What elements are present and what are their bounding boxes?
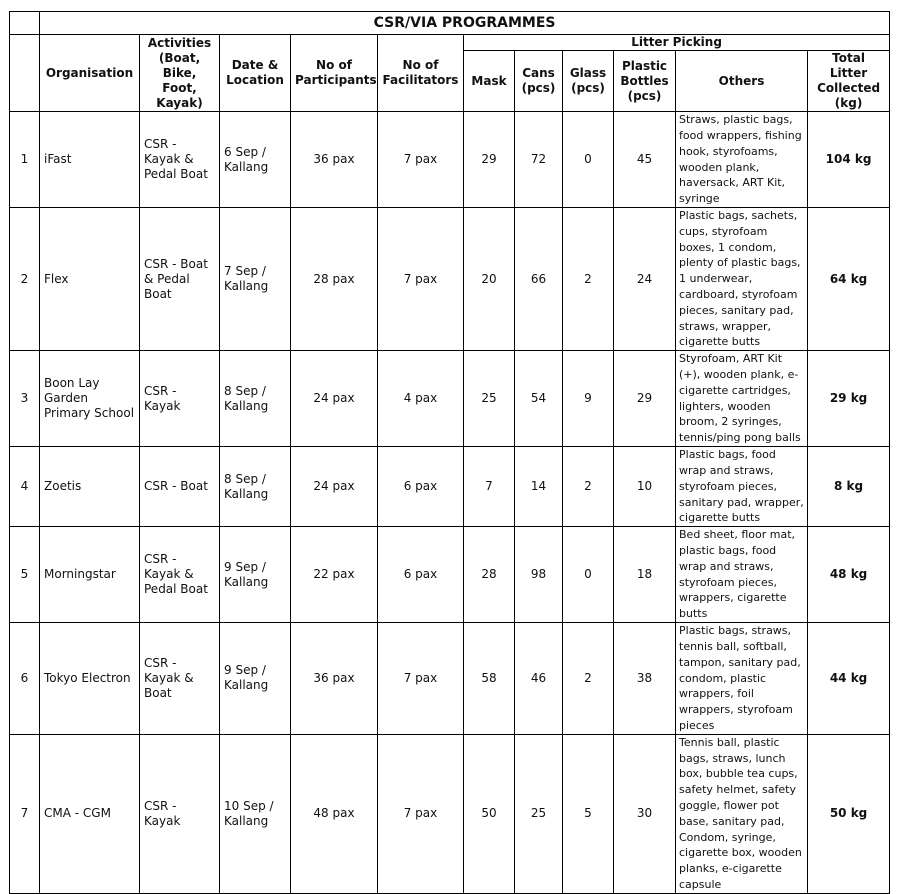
header-others: Others	[676, 51, 808, 112]
organisation-cell: Flex	[40, 208, 140, 351]
participants-cell: 24 pax	[291, 351, 378, 447]
csr-programmes-table	[9, 11, 890, 894]
glass-cell: 5	[563, 734, 614, 893]
others-cell: Plastic bags, straws, tennis ball, softball, tampon, sanitary pad, condom, plastic wrappers, foil wrappers, styrofoam pieces	[676, 623, 808, 735]
cans-cell: 54	[515, 351, 563, 447]
glass-cell: 0	[563, 112, 614, 208]
activities-cell: CSR - Boat & Pedal Boat	[140, 208, 220, 351]
table-row	[10, 351, 890, 447]
header-date-location: Date & Location	[220, 35, 291, 112]
total-litter-cell: 44 kg	[808, 623, 890, 735]
glass-cell: 9	[563, 351, 614, 447]
plastic-bottles-cell: 30	[614, 734, 676, 893]
plastic-bottles-cell: 45	[614, 112, 676, 208]
row-number: 5	[10, 527, 40, 623]
cans-cell: 66	[515, 208, 563, 351]
row-number: 4	[10, 447, 40, 527]
others-cell: Straws, plastic bags, food wrappers, fishing hook, styrofoams, wooden plank, haversack, ART Kit, syringe	[676, 112, 808, 208]
header-total-litter: Total Litter Collected (kg)	[808, 51, 890, 112]
participants-cell: 24 pax	[291, 447, 378, 527]
table-row	[10, 447, 890, 527]
row-number: 3	[10, 351, 40, 447]
total-litter-cell: 48 kg	[808, 527, 890, 623]
facilitators-cell: 7 pax	[378, 734, 464, 893]
participants-cell: 28 pax	[291, 208, 378, 351]
organisation-cell: iFast	[40, 112, 140, 208]
mask-cell: 58	[464, 623, 515, 735]
header-mask: Mask	[464, 51, 515, 112]
table-row	[10, 112, 890, 208]
table-row	[10, 527, 890, 623]
others-cell: Tennis ball, plastic bags, straws, lunch box, bubble tea cups, safety helmet, safety goggle, flower pot base, sanitary pad, Condom, syringe, cigarette box, wooden planks, e-cigarette capsule	[676, 734, 808, 893]
row-number: 2	[10, 208, 40, 351]
organisation-cell: Morningstar	[40, 527, 140, 623]
plastic-bottles-cell: 29	[614, 351, 676, 447]
facilitators-cell: 6 pax	[378, 527, 464, 623]
mask-cell: 25	[464, 351, 515, 447]
participants-cell: 36 pax	[291, 623, 378, 735]
table-row	[10, 623, 890, 735]
activities-cell: CSR - Kayak & Pedal Boat	[140, 112, 220, 208]
header-activities: Activities (Boat, Bike, Foot, Kayak)	[140, 35, 220, 112]
date-location-cell: 9 Sep / Kallang	[220, 623, 291, 735]
participants-cell: 22 pax	[291, 527, 378, 623]
plastic-bottles-cell: 10	[614, 447, 676, 527]
mask-cell: 50	[464, 734, 515, 893]
activities-cell: CSR - Kayak	[140, 351, 220, 447]
mask-cell: 28	[464, 527, 515, 623]
header-cans: Cans (pcs)	[515, 51, 563, 112]
header-plastic-bottles: Plastic Bottles (pcs)	[614, 51, 676, 112]
participants-cell: 36 pax	[291, 112, 378, 208]
activities-cell: CSR - Kayak	[140, 734, 220, 893]
facilitators-cell: 4 pax	[378, 351, 464, 447]
row-number: 6	[10, 623, 40, 735]
date-location-cell: 6 Sep / Kallang	[220, 112, 291, 208]
activities-cell: CSR - Kayak & Pedal Boat	[140, 527, 220, 623]
row-number: 7	[10, 734, 40, 893]
others-cell: Bed sheet, floor mat, plastic bags, food wrap and straws, styrofoam pieces, wrappers, cigarette butts	[676, 527, 808, 623]
facilitators-cell: 7 pax	[378, 623, 464, 735]
glass-cell: 2	[563, 208, 614, 351]
glass-cell: 2	[563, 623, 614, 735]
cans-cell: 25	[515, 734, 563, 893]
corner-cell	[10, 12, 40, 35]
row-number: 1	[10, 112, 40, 208]
date-location-cell: 9 Sep / Kallang	[220, 527, 291, 623]
header-participants: No of Participants	[291, 35, 378, 112]
glass-cell: 2	[563, 447, 614, 527]
table-row	[10, 208, 890, 351]
participants-cell: 48 pax	[291, 734, 378, 893]
total-litter-cell: 64 kg	[808, 208, 890, 351]
others-cell: Styrofoam, ART Kit (+), wooden plank, e-cigarette cartridges, lighters, wooden broom, 2 syringes, tennis/ping pong balls	[676, 351, 808, 447]
total-litter-cell: 29 kg	[808, 351, 890, 447]
organisation-cell: Zoetis	[40, 447, 140, 527]
organisation-cell: Tokyo Electron	[40, 623, 140, 735]
cans-cell: 14	[515, 447, 563, 527]
total-litter-cell: 50 kg	[808, 734, 890, 893]
header-facilitators: No of Facilitators	[378, 35, 464, 112]
mask-cell: 7	[464, 447, 515, 527]
date-location-cell: 8 Sep / Kallang	[220, 447, 291, 527]
activities-cell: CSR - Kayak & Boat	[140, 623, 220, 735]
cans-cell: 72	[515, 112, 563, 208]
plastic-bottles-cell: 38	[614, 623, 676, 735]
plastic-bottles-cell: 24	[614, 208, 676, 351]
facilitators-cell: 6 pax	[378, 447, 464, 527]
others-cell: Plastic bags, sachets, cups, styrofoam boxes, 1 condom, plenty of plastic bags, 1 underwear, cardboard, styrofoam pieces, sanitary pad, straws, wrapper, cigarette butts	[676, 208, 808, 351]
date-location-cell: 7 Sep / Kallang	[220, 208, 291, 351]
table-title: CSR/VIA PROGRAMMES	[40, 12, 890, 35]
organisation-cell: Boon Lay Garden Primary School	[40, 351, 140, 447]
date-location-cell: 8 Sep / Kallang	[220, 351, 291, 447]
total-litter-cell: 8 kg	[808, 447, 890, 527]
header-organisation: Organisation	[40, 35, 140, 112]
organisation-cell: CMA - CGM	[40, 734, 140, 893]
mask-cell: 20	[464, 208, 515, 351]
facilitators-cell: 7 pax	[378, 208, 464, 351]
activities-cell: CSR - Boat	[140, 447, 220, 527]
total-litter-cell: 104 kg	[808, 112, 890, 208]
facilitators-cell: 7 pax	[378, 112, 464, 208]
plastic-bottles-cell: 18	[614, 527, 676, 623]
cans-cell: 98	[515, 527, 563, 623]
header-litter-picking: Litter Picking	[464, 35, 890, 51]
date-location-cell: 10 Sep / Kallang	[220, 734, 291, 893]
others-cell: Plastic bags, food wrap and straws, styrofoam pieces, sanitary pad, wrapper, cigarette butts	[676, 447, 808, 527]
cans-cell: 46	[515, 623, 563, 735]
header-glass: Glass (pcs)	[563, 51, 614, 112]
glass-cell: 0	[563, 527, 614, 623]
mask-cell: 29	[464, 112, 515, 208]
table-row	[10, 734, 890, 893]
header-index	[10, 35, 40, 112]
